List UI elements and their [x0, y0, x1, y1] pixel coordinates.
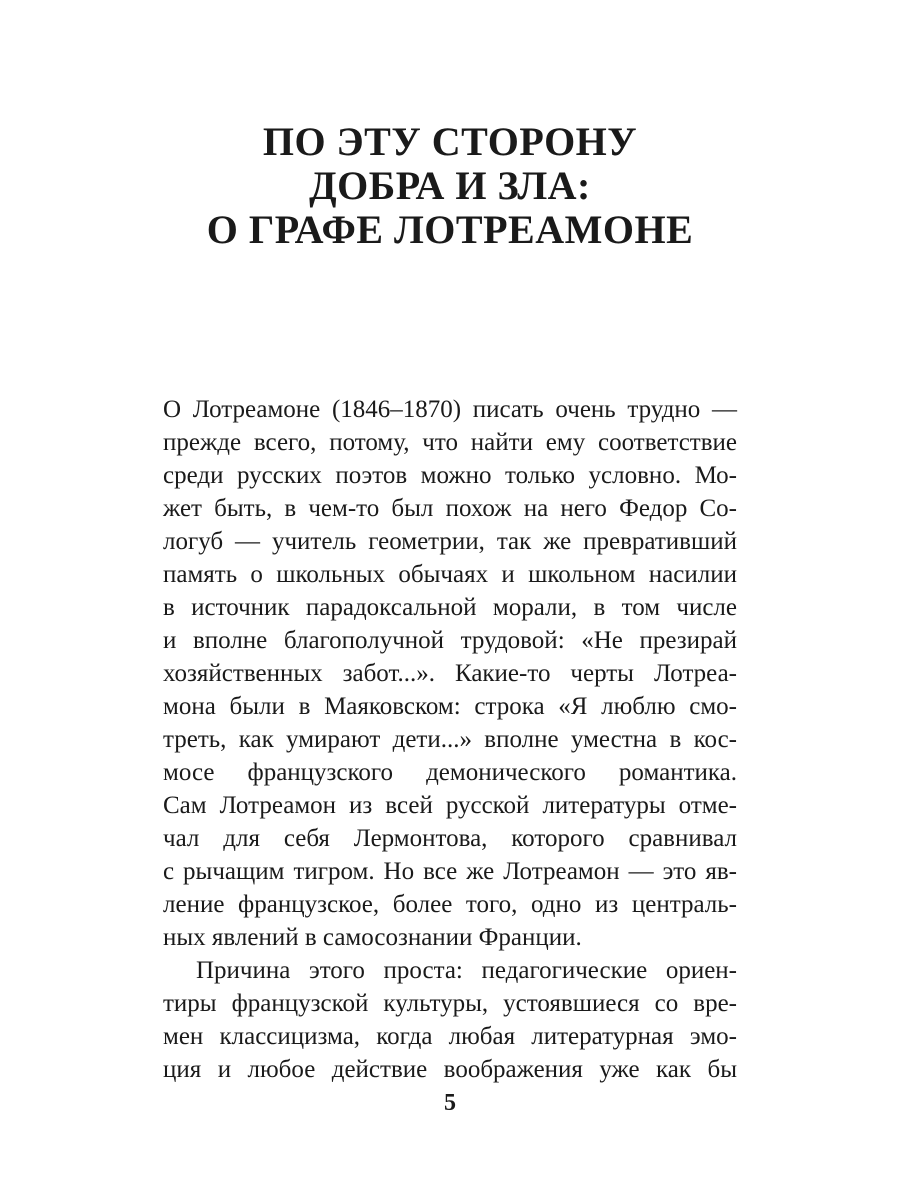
text-line: Причина этого проста: педагогические ориен-	[196, 957, 737, 984]
chapter-title-line: О ГРАФЕ ЛОТРЕАМОНЕ	[206, 207, 694, 252]
page-number: 5	[444, 1090, 456, 1116]
text-line: и вполне благополучной трудовой: «Не презирай	[163, 627, 737, 654]
chapter-title	[0, 120, 900, 252]
text-line: с рычащим тигром. Но все же Лотреамон — это яв-	[163, 858, 737, 885]
text-line: жет быть, в чем-то был похож на него Федор Со-	[163, 495, 737, 522]
text-line: ция и любое действие воображения уже как бы	[163, 1056, 737, 1083]
text-line: треть, как умирают дети...» вполне уместна в кос-	[163, 726, 737, 753]
paragraph-2	[163, 954, 737, 1086]
text-line: тиры французской культуры, устоявшиеся со вре-	[163, 990, 737, 1017]
text-line: прежде всего, потому, что найти ему соответствие	[163, 429, 737, 456]
text-line: ление французское, более того, одно из централь-	[163, 891, 737, 918]
text-line: мона были в Маяковском: строка «Я люблю смо-	[163, 693, 737, 720]
text-line: хозяйственных забот...». Какие-то черты Лотреа-	[163, 660, 737, 687]
text-line: память о школьных обычаях и школьном насилии	[163, 561, 737, 588]
chapter-title-line: ДОБРА И ЗЛА:	[309, 163, 591, 208]
text-line: мен классицизма, когда любая литературная эмо-	[163, 1023, 737, 1050]
paragraph-1	[163, 393, 737, 954]
text-line: Сам Лотреамон из всей русской литературы отме-	[163, 792, 737, 819]
body-text	[163, 393, 737, 1086]
text-line: О Лотреамоне (1846–1870) писать очень трудно —	[163, 396, 737, 423]
text-line: логуб — учитель геометрии, так же превративший	[163, 528, 737, 555]
text-line: среди русских поэтов можно только условно. Мо-	[163, 462, 737, 489]
text-line: в источник парадоксальной морали, в том числе	[163, 594, 737, 621]
text-line: чал для себя Лермонтова, которого сравнивал	[163, 825, 737, 852]
chapter-title-line: ПО ЭТУ СТОРОНУ	[262, 119, 638, 164]
text-line: ных явлений в самосознании Франции.	[163, 924, 582, 951]
text-line: мосе французского демонического романтика.	[163, 759, 737, 786]
